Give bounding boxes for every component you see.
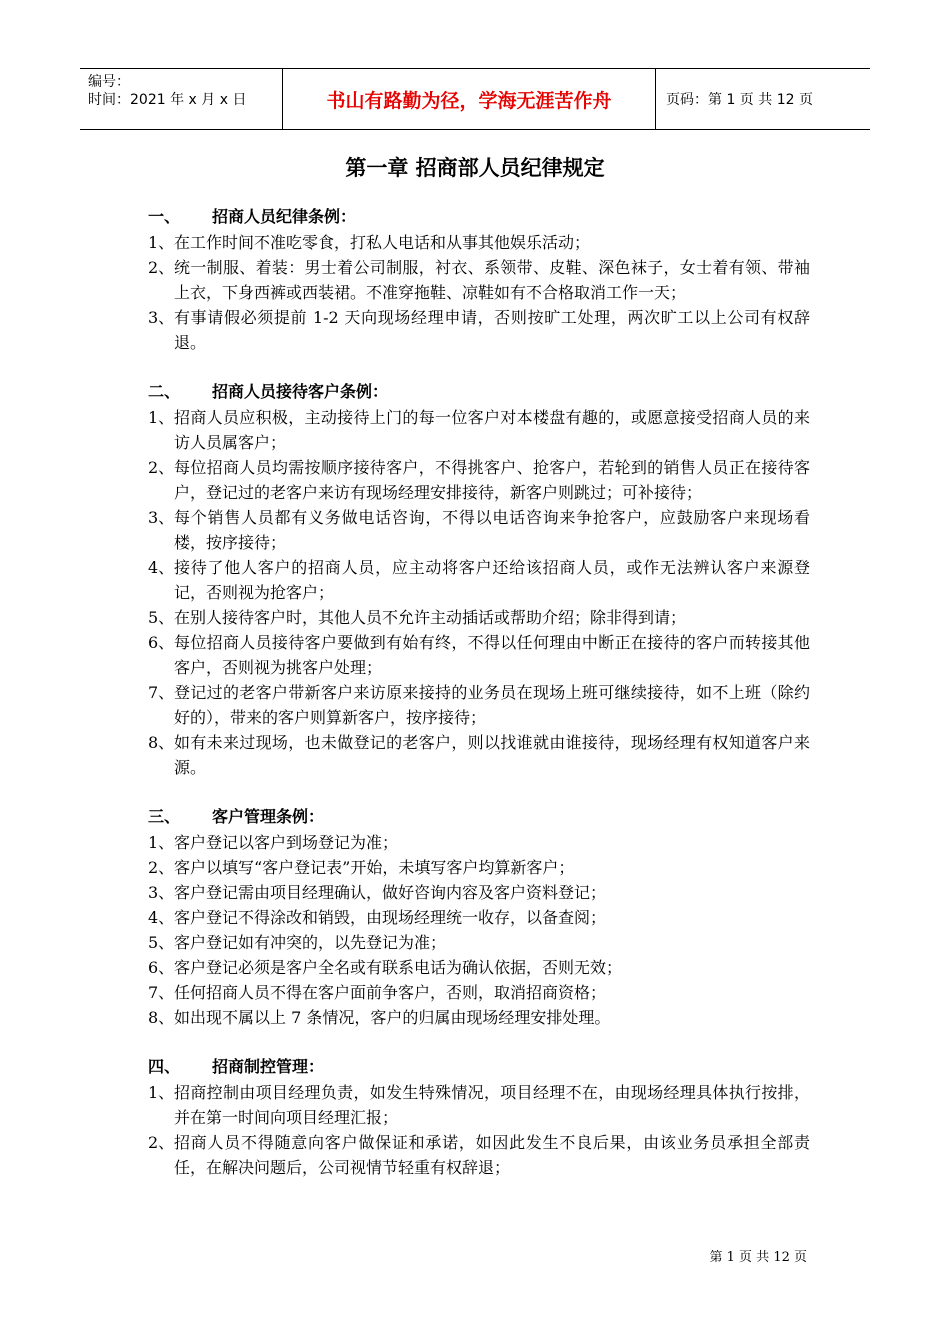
page-footer: 第 1 页 共 12 页	[709, 1250, 807, 1265]
list-item	[148, 555, 810, 605]
item-number: 6、	[148, 958, 175, 977]
item-text: 在别人接待客户时，其他人员不允许主动插话或帮助介绍；除非得到请；	[174, 608, 687, 627]
page-info-text: 页码：第 1 页 共 12 页	[666, 92, 813, 108]
item-number: 2、	[148, 258, 175, 277]
section-number: 三、	[148, 807, 181, 826]
section-heading-text: 招商人员纪律条例：	[212, 207, 357, 226]
item-number: 3、	[148, 308, 175, 327]
section-heading-text: 客户管理条例：	[212, 807, 325, 826]
list-item	[148, 605, 810, 630]
section	[148, 1054, 810, 1180]
item-number: 2、	[148, 1133, 175, 1152]
list-item	[148, 930, 810, 955]
list-item	[148, 1080, 810, 1130]
item-number: 7、	[148, 683, 175, 702]
item-text: 每个销售人员都有义务做电话咨询，不得以电话咨询来争抢客户，应鼓励客户来现场看楼，按序接待；	[174, 508, 810, 552]
item-number: 5、	[148, 608, 175, 627]
list-item	[148, 955, 810, 980]
list-item	[148, 905, 810, 930]
section-heading	[148, 379, 810, 405]
item-number: 2、	[148, 458, 175, 477]
item-number: 6、	[148, 633, 175, 652]
header-meta	[80, 69, 282, 129]
document-body	[148, 204, 810, 1204]
list-item	[148, 980, 810, 1005]
list-item	[148, 230, 810, 255]
item-text: 招商人员应积极，主动接待上门的每一位客户对本楼盘有趣的，或愿意接受招商人员的来访人员属客户；	[174, 408, 810, 452]
item-number: 1、	[148, 833, 175, 852]
item-number: 3、	[148, 883, 175, 902]
header-page-info	[656, 69, 870, 129]
item-text: 招商人员不得随意向客户做保证和承诺，如因此发生不良后果，由该业务员承担全部责任，在解决问题后，公司视情节轻重有权辞退；	[174, 1133, 810, 1177]
header-motto	[282, 69, 656, 129]
section-heading	[148, 804, 810, 830]
section-number: 一、	[148, 207, 181, 226]
item-number: 4、	[148, 558, 175, 577]
section	[148, 204, 810, 355]
item-number: 8、	[148, 733, 175, 752]
list-item	[148, 880, 810, 905]
item-text: 客户登记需由项目经理确认，做好咨询内容及客户资料登记；	[174, 883, 607, 902]
item-text: 客户登记以客户到场登记为准；	[174, 833, 399, 852]
list-item	[148, 1005, 810, 1030]
section-heading-text: 招商制控管理：	[212, 1057, 325, 1076]
item-number: 1、	[148, 408, 175, 427]
item-number: 1、	[148, 233, 175, 252]
item-number: 8、	[148, 1008, 175, 1027]
item-number: 2、	[148, 858, 175, 877]
list-item	[148, 730, 810, 780]
list-item	[148, 855, 810, 880]
section-heading-text: 招商人员接待客户条例：	[212, 382, 389, 401]
item-number: 4、	[148, 908, 175, 927]
item-text: 客户登记必须是客户全名或有联系电话为确认依据，否则无效；	[174, 958, 623, 977]
item-text: 任何招商人员不得在客户面前争客户，否则，取消招商资格；	[174, 983, 607, 1002]
item-text: 客户以填写“客户登记表”开始，未填写客户均算新客户；	[174, 858, 575, 877]
list-item	[148, 305, 810, 355]
list-item	[148, 455, 810, 505]
item-number: 3、	[148, 508, 175, 527]
item-text: 每位招商人员接待客户要做到有始有终，不得以任何理由中断正在接待的客户而转接其他客户，否则视为挑客户处理；	[174, 633, 810, 677]
item-text: 客户登记不得涂改和销毁，由现场经理统一收存，以备查阅；	[174, 908, 607, 927]
section-heading	[148, 204, 810, 230]
page-header	[80, 68, 870, 130]
item-text: 有事请假必须提前 1-2 天向现场经理申请，否则按旷工处理，两次旷工以上公司有权辞退。	[174, 308, 810, 352]
section	[148, 379, 810, 780]
time-label: 时间：2021 年 x 月 x 日	[88, 92, 247, 108]
item-text: 每位招商人员均需按顺序接待客户，不得挑客户、抢客户，若轮到的销售人员正在接待客户，登记过的老客户来访有现场经理安排接待，新客户则跳过；可补接待；	[174, 458, 810, 502]
item-text: 招商控制由项目经理负责，如发生特殊情况，项目经理不在，由现场经理具体执行按排，并在第一时间向项目经理汇报；	[174, 1083, 810, 1127]
item-number: 7、	[148, 983, 175, 1002]
list-item	[148, 830, 810, 855]
section-number: 二、	[148, 382, 181, 401]
item-text: 客户登记如有冲突的，以先登记为准；	[174, 933, 447, 952]
section-number: 四、	[148, 1057, 181, 1076]
item-text: 如有未来过现场，也未做登记的老客户，则以找谁就由谁接待，现场经理有权知道客户来源。	[174, 733, 810, 777]
list-item	[148, 405, 810, 455]
motto-text: 书山有路勤为径，学海无涯苦作舟	[326, 89, 612, 112]
section	[148, 804, 810, 1030]
item-text: 在工作时间不准吃零食，打私人电话和从事其他娱乐活动；	[174, 233, 591, 252]
list-item	[148, 630, 810, 680]
item-text: 统一制服、着装：男士着公司制服，衬衣、系领带、皮鞋、深色袜子，女士着有领、带袖上衣，下身西裤或西装裙。不准穿拖鞋、凉鞋如有不合格取消工作一天；	[174, 258, 810, 302]
list-item	[148, 1130, 810, 1180]
list-item	[148, 680, 810, 730]
item-text: 登记过的老客户带新客户来访原来接持的业务员在现场上班可继续接待，如不上班（除约好的），带来的客户则算新客户，按序接待；	[174, 683, 810, 727]
list-item	[148, 505, 810, 555]
item-number: 1、	[148, 1083, 175, 1102]
list-item	[148, 255, 810, 305]
section-heading	[148, 1054, 810, 1080]
item-number: 5、	[148, 933, 175, 952]
item-text: 接待了他人客户的招商人员，应主动将客户还给该招商人员，或作无法辨认客户来源登记，否则视为抢客户；	[174, 558, 810, 602]
code-label: 编号：	[88, 74, 130, 90]
item-text: 如出现不属以上 7 条情况，客户的归属由现场经理安排处理。	[174, 1008, 611, 1027]
chapter-title: 第一章 招商部人员纪律规定	[345, 156, 605, 180]
